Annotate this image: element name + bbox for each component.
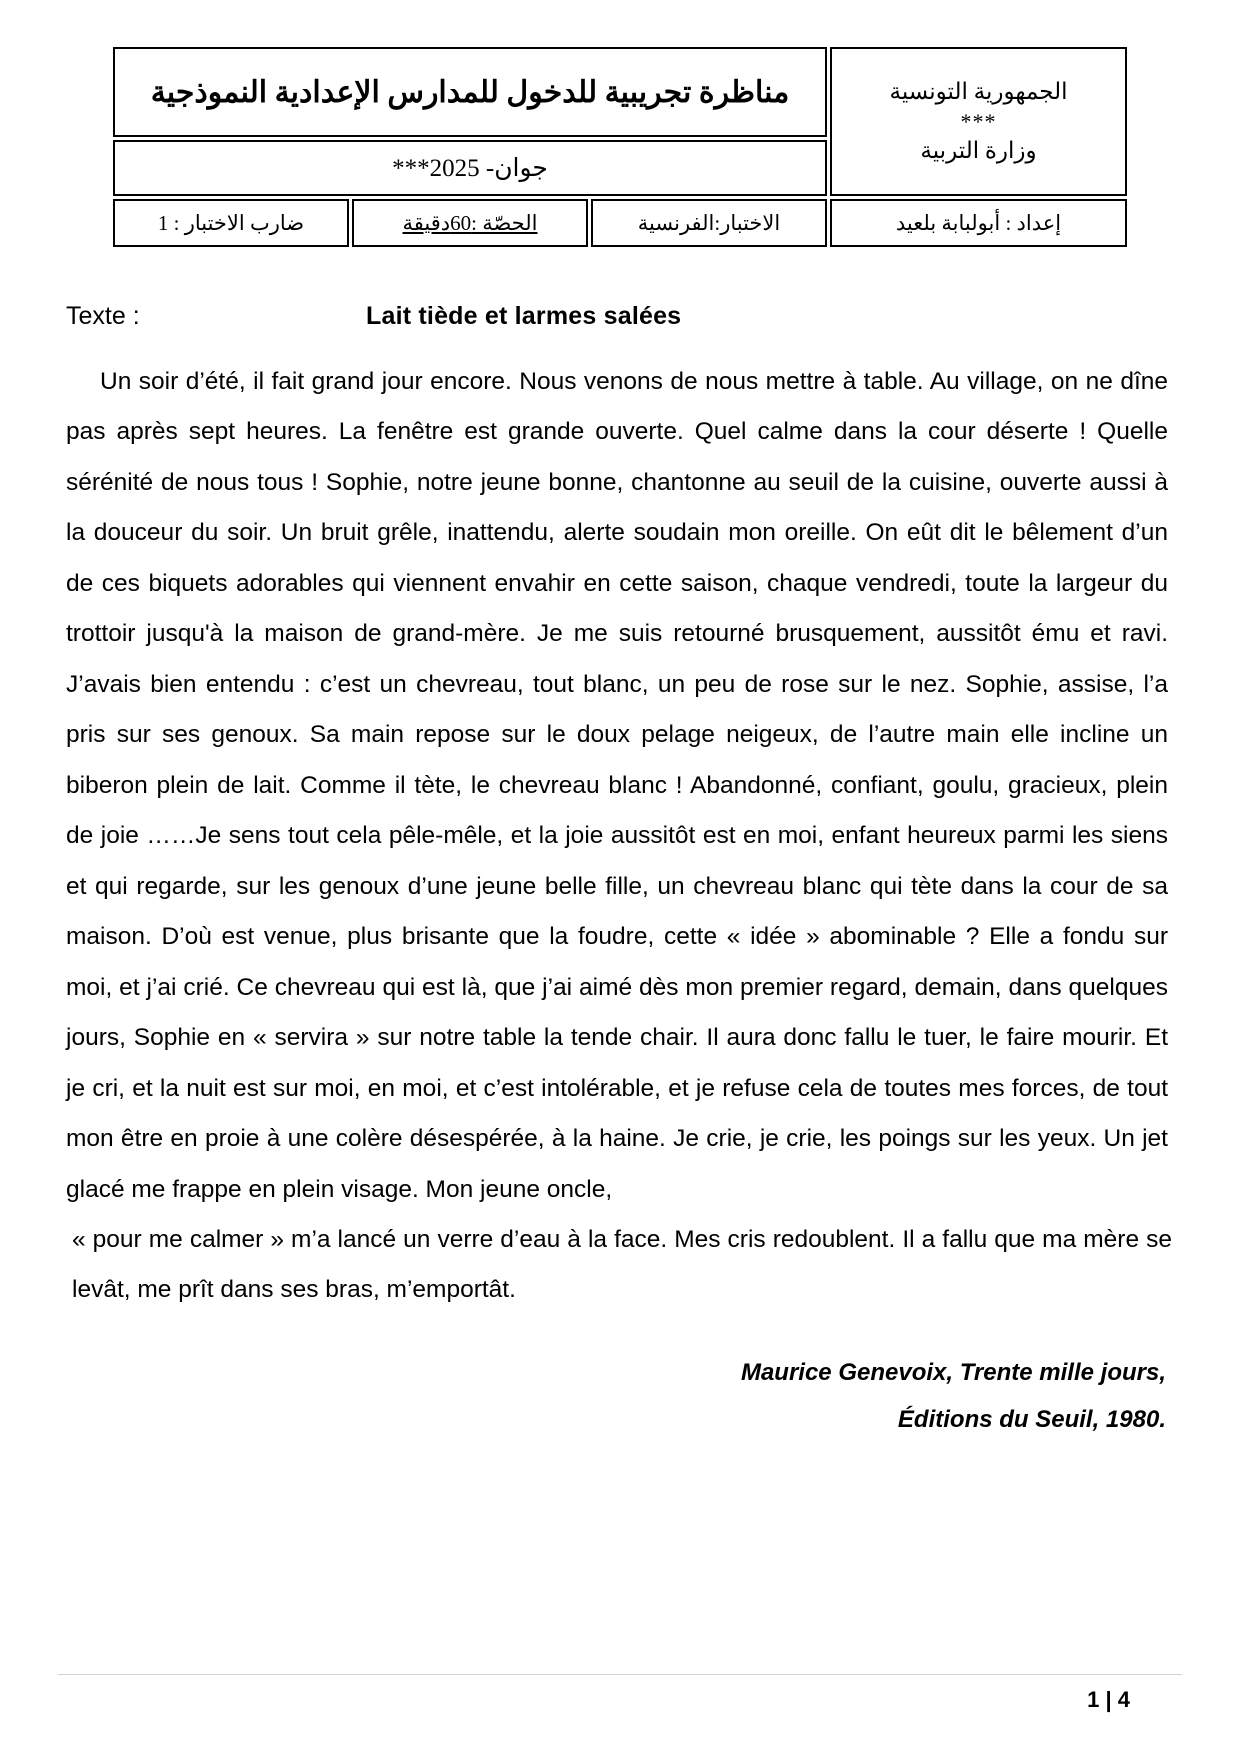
exam-title-cell: مناظرة تجريبية للدخول للمدارس الإعدادية النموذجية [113,47,827,137]
attribution-publisher: Éditions du Seuil, 1980. [897,1405,1166,1433]
prepared-by-cell: إعداد : أبولبابة بلعيد [830,199,1127,247]
footer-divider [58,1674,1182,1675]
attribution-author-work: Maurice Genevoix, Trente mille jours, [740,1358,1166,1386]
exam-header-table [110,44,1130,250]
passage-paragraph-1-text: Un soir d’été, il fait grand jour encore. Nous venons de nous mettre à table. Au village, on ne dîne pas après sept heures. La fenêtre est grande ouverte. Quel calme dans la cour déserte ! Quelle sérénité de nous tous ! Sophie, notre jeune bonne, chantonne au seuil de la cuisine, ouverte aussi à la douceur du soir. Un bruit grêle, inattendu, alerte soudain mon oreille. On eût dit le bêlement d’un de ces biquets adorables qui viennent envahir en cette saison, chaque vendredi, toute la largeur du trottoir jusqu'à la maison de grand-mère. Je me suis retourné brusquement, aussitôt ému et ravi. J’avais bien entendu : c’est un chevreau, tout blanc, un peu de rose sur le nez. Sophie, assise, l’a pris sur ses genoux. Sa main repose sur le doux pelage neigeux, de l’autre main elle incline un biberon plein de lait. Comme il tète, le chevreau blanc ! Abandonné, confiant, goulu, gracieux, plein de joie ……Je sens tout cela pêle-mêle, et la joie aussitôt est en moi, enfant heureux parmi les siens et qui regarde, sur les genoux d’une jeune belle fille, un chevreau blanc qui tète dans la cour de sa maison. D’où est venue, plus brisante que la foudre, cette « idée » abominable ? Elle a fondu sur moi, et j’ai crié. Ce chevreau qui est là, que j’ai aimé dès mon premier regard, demain, dans quelques jours, Sophie en « servira » sur notre table la tende chair. Il aura donc fallu le tuer, le faire mourir. Et je cri, et la nuit est sur moi, en moi, et c’est intolérable, et je refuse cela de toutes mes forces, de tout mon être en proie à une colère désespérée, à la haine. Je crie, je crie, les poings sur les yeux. Un jet glacé me frappe en plein visage. Mon jeune oncle, [66,368,1168,1203]
subject-cell: الاختبار:الفرنسية [591,199,827,247]
document-body [58,302,1182,1444]
header-row-details [113,199,1127,247]
duration-label: الحصّة : [471,210,538,235]
passage-paragraph-2: « pour me calmer » m’a lancé un verre d’eau à la face. Mes cris redoublent. Il a fallu que ma mère se levât, me prît dans ses bras, m’emportât. [72,1225,1172,1304]
country-label: الجمهورية التونسية [889,78,1068,104]
duration-unit: دقيقة [402,210,451,235]
duration-value: 60 [450,210,472,235]
texte-label: Texte : [66,302,140,330]
header-row-title [113,47,1127,137]
page-number: 1 | 4 [1087,1687,1130,1712]
source-attribution [66,1350,1172,1444]
stars-separator: *** [960,108,997,134]
text-heading-row [66,302,1172,331]
coefficient-cell: ضارب الاختبار : 1 [113,199,349,247]
exam-session-cell: جوان- 2025*** [113,140,827,196]
passage-paragraph-1 [66,357,1172,1215]
ministry-cell [830,47,1127,196]
page-footer [58,1674,1182,1713]
duration-cell [352,199,588,247]
passage-title: Lait tiède et larmes salées [366,302,682,330]
department-label: وزارة التربية [920,138,1037,164]
